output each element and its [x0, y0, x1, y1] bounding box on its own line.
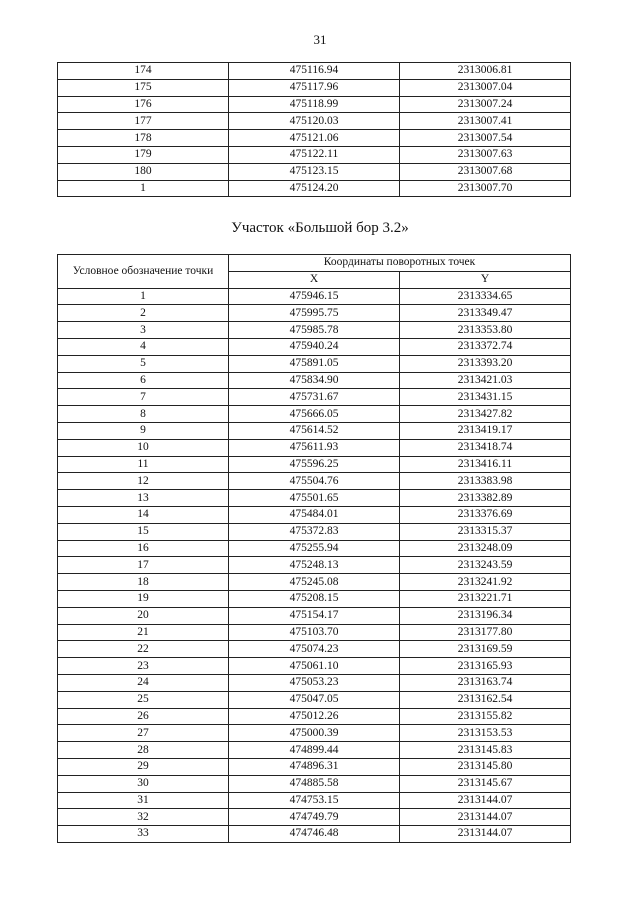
x-coordinate-cell: 474746.48	[229, 826, 400, 843]
x-coordinate-cell: 475501.65	[229, 490, 400, 507]
point-number-cell: 24	[58, 674, 229, 691]
table-row	[58, 758, 571, 775]
y-coordinate-cell: 2313421.03	[400, 372, 571, 389]
table-row	[58, 305, 571, 322]
y-coordinate-cell: 2313248.09	[400, 540, 571, 557]
x-coordinate-cell: 475154.17	[229, 607, 400, 624]
x-coordinate-cell: 475123.15	[229, 163, 400, 180]
x-coordinate-cell: 475122.11	[229, 146, 400, 163]
table-row	[58, 180, 571, 197]
header-turning-point-coordinates: Координаты поворотных точек	[229, 255, 571, 272]
point-number-cell: 6	[58, 372, 229, 389]
y-coordinate-cell: 2313007.54	[400, 130, 571, 147]
point-number-cell: 5	[58, 355, 229, 372]
table-row	[58, 523, 571, 540]
x-coordinate-cell: 475504.76	[229, 473, 400, 490]
table-row	[58, 725, 571, 742]
header-x: X	[229, 271, 400, 288]
table-row	[58, 322, 571, 339]
y-coordinate-cell: 2313162.54	[400, 691, 571, 708]
x-coordinate-cell: 475611.93	[229, 439, 400, 456]
y-coordinate-cell: 2313241.92	[400, 574, 571, 591]
x-coordinate-cell: 475000.39	[229, 725, 400, 742]
y-coordinate-cell: 2313007.68	[400, 163, 571, 180]
point-number-cell: 176	[58, 96, 229, 113]
point-number-cell: 1	[58, 180, 229, 197]
point-number-cell: 4	[58, 338, 229, 355]
table-row	[58, 439, 571, 456]
table-row	[58, 163, 571, 180]
table-row	[58, 456, 571, 473]
y-coordinate-cell: 2313315.37	[400, 523, 571, 540]
x-coordinate-cell: 475061.10	[229, 658, 400, 675]
point-number-cell: 11	[58, 456, 229, 473]
y-coordinate-cell: 2313007.04	[400, 79, 571, 96]
point-number-cell: 31	[58, 792, 229, 809]
y-coordinate-cell: 2313427.82	[400, 406, 571, 423]
y-coordinate-cell: 2313006.81	[400, 63, 571, 80]
table-row	[58, 473, 571, 490]
table-row	[58, 641, 571, 658]
table-row	[58, 422, 571, 439]
table-row	[58, 63, 571, 80]
y-coordinate-cell: 2313007.63	[400, 146, 571, 163]
table-row	[58, 792, 571, 809]
y-coordinate-cell: 2313334.65	[400, 288, 571, 305]
section-title: Участок «Большой бор 3.2»	[231, 220, 409, 236]
x-coordinate-cell: 475208.15	[229, 590, 400, 607]
y-coordinate-cell: 2313007.41	[400, 113, 571, 130]
table-row	[58, 742, 571, 759]
point-number-cell: 8	[58, 406, 229, 423]
point-number-cell: 174	[58, 63, 229, 80]
y-coordinate-cell: 2313155.82	[400, 708, 571, 725]
point-number-cell: 9	[58, 422, 229, 439]
point-number-cell: 175	[58, 79, 229, 96]
x-coordinate-cell: 474753.15	[229, 792, 400, 809]
x-coordinate-cell: 475012.26	[229, 708, 400, 725]
point-number-cell: 29	[58, 758, 229, 775]
x-coordinate-cell: 475255.94	[229, 540, 400, 557]
x-coordinate-cell: 475074.23	[229, 641, 400, 658]
x-coordinate-cell: 475245.08	[229, 574, 400, 591]
header-y: Y	[400, 271, 571, 288]
y-coordinate-cell: 2313007.24	[400, 96, 571, 113]
table-row	[58, 590, 571, 607]
table-row	[58, 288, 571, 305]
table-row	[58, 389, 571, 406]
point-number-cell: 18	[58, 574, 229, 591]
x-coordinate-cell: 475120.03	[229, 113, 400, 130]
y-coordinate-cell: 2313418.74	[400, 439, 571, 456]
table-row	[58, 809, 571, 826]
y-coordinate-cell: 2313165.93	[400, 658, 571, 675]
y-coordinate-cell: 2313393.20	[400, 355, 571, 372]
table-row	[58, 775, 571, 792]
point-number-cell: 21	[58, 624, 229, 641]
y-coordinate-cell: 2313349.47	[400, 305, 571, 322]
point-number-cell: 33	[58, 826, 229, 843]
x-coordinate-cell: 475891.05	[229, 355, 400, 372]
x-coordinate-cell: 475121.06	[229, 130, 400, 147]
y-coordinate-cell: 2313145.83	[400, 742, 571, 759]
table-row	[58, 574, 571, 591]
coordinates-table	[57, 254, 571, 843]
x-coordinate-cell: 475116.94	[229, 63, 400, 80]
x-coordinate-cell: 475047.05	[229, 691, 400, 708]
x-coordinate-cell: 474749.79	[229, 809, 400, 826]
x-coordinate-cell: 475946.15	[229, 288, 400, 305]
table-row	[58, 372, 571, 389]
point-number-cell: 20	[58, 607, 229, 624]
x-coordinate-cell: 475666.05	[229, 406, 400, 423]
point-number-cell: 7	[58, 389, 229, 406]
y-coordinate-cell: 2313382.89	[400, 490, 571, 507]
x-coordinate-cell: 474885.58	[229, 775, 400, 792]
table-row	[58, 355, 571, 372]
x-coordinate-cell: 475484.01	[229, 506, 400, 523]
y-coordinate-cell: 2313353.80	[400, 322, 571, 339]
point-number-cell: 26	[58, 708, 229, 725]
table-row	[58, 607, 571, 624]
point-number-cell: 10	[58, 439, 229, 456]
y-coordinate-cell: 2313431.15	[400, 389, 571, 406]
table-row	[58, 708, 571, 725]
x-coordinate-cell: 475731.67	[229, 389, 400, 406]
point-number-cell: 28	[58, 742, 229, 759]
point-number-cell: 2	[58, 305, 229, 322]
y-coordinate-cell: 2313376.69	[400, 506, 571, 523]
table-row	[58, 113, 571, 130]
point-number-cell: 178	[58, 130, 229, 147]
table-row	[58, 490, 571, 507]
x-coordinate-cell: 475117.96	[229, 79, 400, 96]
table-row	[58, 540, 571, 557]
point-number-cell: 12	[58, 473, 229, 490]
point-number-cell: 3	[58, 322, 229, 339]
point-number-cell: 22	[58, 641, 229, 658]
point-number-cell: 1	[58, 288, 229, 305]
x-coordinate-cell: 474899.44	[229, 742, 400, 759]
x-coordinate-cell: 475103.70	[229, 624, 400, 641]
y-coordinate-cell: 2313145.67	[400, 775, 571, 792]
point-number-cell: 32	[58, 809, 229, 826]
table-row	[58, 406, 571, 423]
y-coordinate-cell: 2313153.53	[400, 725, 571, 742]
y-coordinate-cell: 2313221.71	[400, 590, 571, 607]
x-coordinate-cell: 475248.13	[229, 557, 400, 574]
point-number-cell: 23	[58, 658, 229, 675]
table-row	[58, 96, 571, 113]
y-coordinate-cell: 2313419.17	[400, 422, 571, 439]
y-coordinate-cell: 2313163.74	[400, 674, 571, 691]
y-coordinate-cell: 2313196.34	[400, 607, 571, 624]
point-number-cell: 17	[58, 557, 229, 574]
y-coordinate-cell: 2313145.80	[400, 758, 571, 775]
point-number-cell: 16	[58, 540, 229, 557]
point-number-cell: 179	[58, 146, 229, 163]
point-number-cell: 13	[58, 490, 229, 507]
y-coordinate-cell: 2313144.07	[400, 792, 571, 809]
x-coordinate-cell: 475118.99	[229, 96, 400, 113]
page-number: 31	[313, 32, 327, 47]
x-coordinate-cell: 475053.23	[229, 674, 400, 691]
table-row	[58, 624, 571, 641]
point-number-cell: 27	[58, 725, 229, 742]
point-number-cell: 25	[58, 691, 229, 708]
point-number-cell: 15	[58, 523, 229, 540]
table-row	[58, 826, 571, 843]
table-row	[58, 658, 571, 675]
y-coordinate-cell: 2313243.59	[400, 557, 571, 574]
y-coordinate-cell: 2313144.07	[400, 809, 571, 826]
table-row	[58, 674, 571, 691]
y-coordinate-cell: 2313007.70	[400, 180, 571, 197]
y-coordinate-cell: 2313169.59	[400, 641, 571, 658]
table-row	[58, 506, 571, 523]
x-coordinate-cell: 475614.52	[229, 422, 400, 439]
x-coordinate-cell: 475596.25	[229, 456, 400, 473]
y-coordinate-cell: 2313177.80	[400, 624, 571, 641]
point-number-cell: 180	[58, 163, 229, 180]
header-point-designation: Условное обозначение точки	[58, 255, 229, 289]
x-coordinate-cell: 475372.83	[229, 523, 400, 540]
y-coordinate-cell: 2313416.11	[400, 456, 571, 473]
point-number-cell: 177	[58, 113, 229, 130]
coordinates-table-continued	[57, 62, 571, 197]
y-coordinate-cell: 2313383.98	[400, 473, 571, 490]
y-coordinate-cell: 2313144.07	[400, 826, 571, 843]
table-row	[58, 130, 571, 147]
x-coordinate-cell: 475940.24	[229, 338, 400, 355]
x-coordinate-cell: 475124.20	[229, 180, 400, 197]
table-row	[58, 79, 571, 96]
table-row	[58, 146, 571, 163]
x-coordinate-cell: 475985.78	[229, 322, 400, 339]
table-row	[58, 338, 571, 355]
table-row	[58, 557, 571, 574]
table-row	[58, 691, 571, 708]
point-number-cell: 30	[58, 775, 229, 792]
point-number-cell: 19	[58, 590, 229, 607]
x-coordinate-cell: 474896.31	[229, 758, 400, 775]
x-coordinate-cell: 475834.90	[229, 372, 400, 389]
x-coordinate-cell: 475995.75	[229, 305, 400, 322]
point-number-cell: 14	[58, 506, 229, 523]
y-coordinate-cell: 2313372.74	[400, 338, 571, 355]
